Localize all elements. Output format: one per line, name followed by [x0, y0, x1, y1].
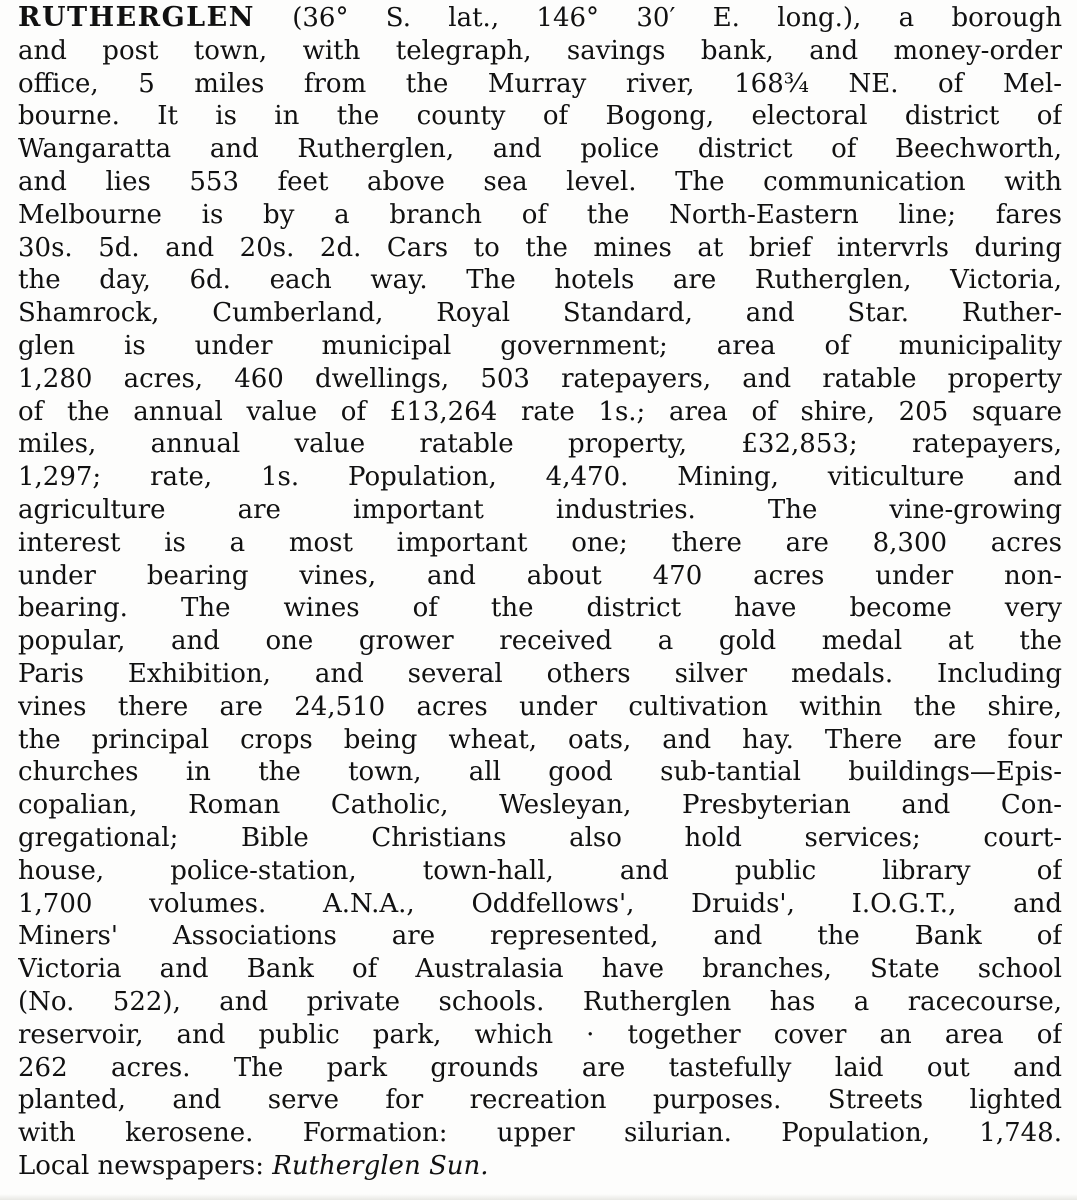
- entry-line: and lies 553 feet above sea level. The communication with: [18, 166, 1062, 197]
- entry-line: agriculture are important industries. The vine-growing: [18, 494, 1062, 525]
- entry-line: popular, and one grower received a gold medal at the: [18, 626, 1062, 657]
- entry-line: Melbourne is by a branch of the North-Eastern line; fares: [18, 199, 1062, 230]
- entry-line: the day, 6d. each way. The hotels are Rutherglen, Victoria,: [18, 265, 1062, 296]
- entry-line: the principal crops being wheat, oats, and hay. There are four: [18, 724, 1062, 755]
- entry-line: copalian, Roman Catholic, Wesleyan, Presbyterian and Con-: [18, 790, 1062, 821]
- entry-line: under bearing vines, and about 470 acres under non-: [18, 560, 1062, 591]
- entry-line: planted, and serve for recreation purposes. Streets lighted: [18, 1085, 1062, 1116]
- entry-line: office, 5 miles from the Murray river, 168¾ NE. of Mel-: [18, 68, 1062, 99]
- entry-line: gregational; Bible Christians also hold services; court-: [18, 822, 1062, 853]
- entry-line: with kerosene. Formation: upper silurian. Population, 1,748.: [18, 1118, 1062, 1149]
- entry-line: 1,280 acres, 460 dwellings, 503 ratepayers, and ratable property: [18, 363, 1062, 394]
- entry-line: miles, annual value ratable property, £32,853; ratepayers,: [18, 429, 1062, 460]
- entry-line: (No. 522), and private schools. Rutherglen has a racecourse,: [18, 986, 1062, 1017]
- entry-line: Shamrock, Cumberland, Royal Standard, and Star. Ruther-: [18, 298, 1062, 329]
- coordinates-text: (36° S. lat., 146° 30′ E. long.), a borough: [292, 3, 1062, 33]
- entry-line: reservoir, and public park, which · together cover an area of: [18, 1019, 1062, 1050]
- entry-line: and post town, with telegraph, savings bank, and money-order: [18, 35, 1062, 66]
- entry-line: interest is a most important one; there are 8,300 acres: [18, 527, 1062, 558]
- newspaper-title: Rutherglen Sun.: [272, 1150, 489, 1181]
- entry-line-final: [18, 1150, 1062, 1183]
- entry-line: churches in the town, all good sub-tantial buildings—Epis-: [18, 757, 1062, 788]
- entry-line: 262 acres. The park grounds are tastefully laid out and: [18, 1052, 1062, 1083]
- entry-line-1: [18, 2, 1062, 35]
- entry-line: Paris Exhibition, and several others silver medals. Including: [18, 658, 1062, 689]
- entry-line: bourne. It is in the county of Bogong, electoral district of: [18, 101, 1062, 132]
- entry-line: glen is under municipal government; area of municipality: [18, 330, 1062, 361]
- entry-line: Victoria and Bank of Australasia have branches, State school: [18, 954, 1062, 985]
- entry-line: 1,700 volumes. A.N.A., Oddfellows', Druids', I.O.G.T., and: [18, 888, 1062, 919]
- entry-line: of the annual value of £13,264 rate 1s.; area of shire, 205 square: [18, 396, 1062, 427]
- newspapers-label: Local newspapers:: [18, 1150, 264, 1181]
- entry-line: Miners' Associations are represented, and the Bank of: [18, 921, 1062, 952]
- entry-line: bearing. The wines of the district have become very: [18, 593, 1062, 624]
- entry-line: 30s. 5d. and 20s. 2d. Cars to the mines at brief intervrls during: [18, 232, 1062, 263]
- entry-line: 1,297; rate, 1s. Population, 4,470. Mining, viticulture and: [18, 462, 1062, 493]
- gazetteer-entry: [18, 2, 1062, 1183]
- entry-line: vines there are 24,510 acres under cultivation within the shire,: [18, 691, 1062, 722]
- entry-line: house, police-station, town-hall, and public library of: [18, 855, 1062, 886]
- headword: RUTHERGLEN: [18, 2, 255, 33]
- entry-line: Wangaratta and Rutherglen, and police district of Beechworth,: [18, 134, 1062, 165]
- page-bottom-edge: [0, 1194, 1077, 1200]
